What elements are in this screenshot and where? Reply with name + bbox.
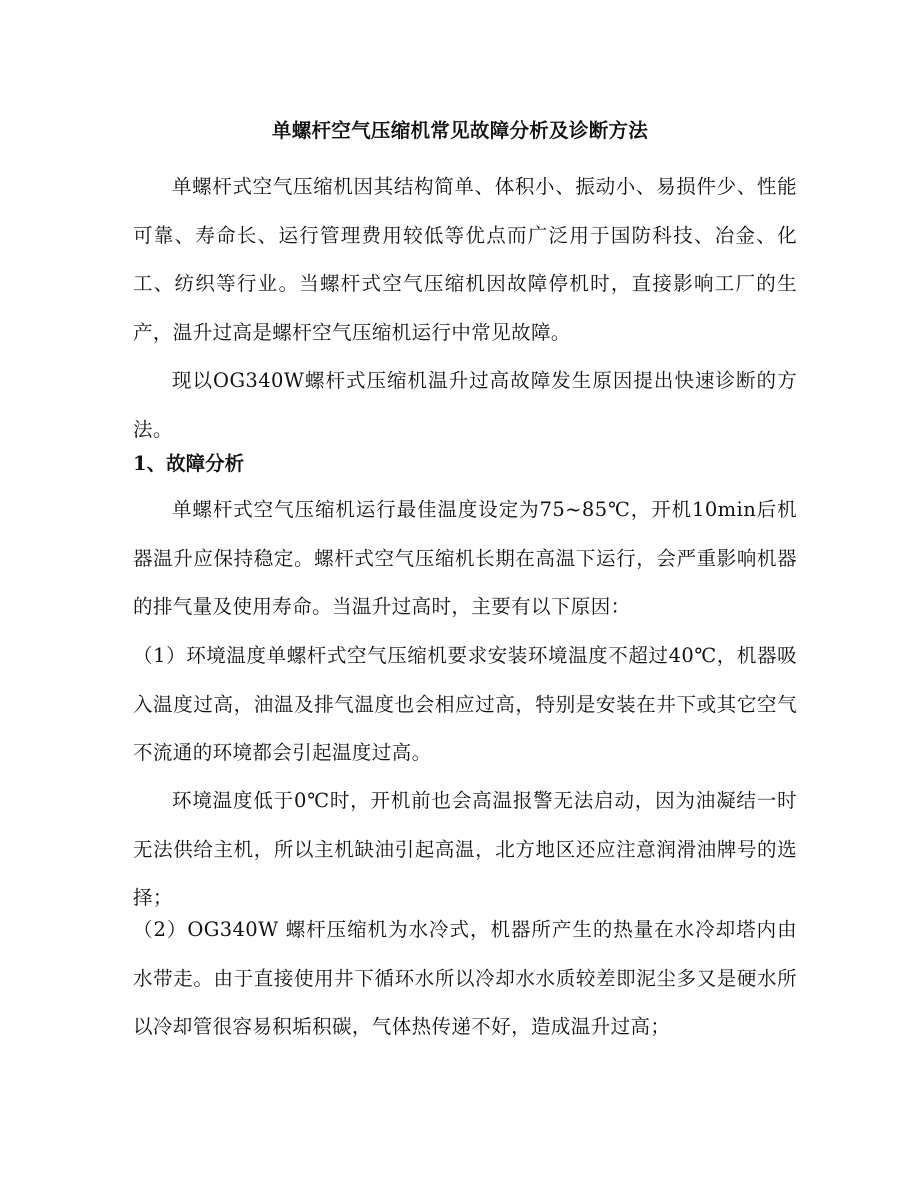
section-paragraph-1: 单螺杆式空气压缩机运行最佳温度设定为75~85℃，开机10min后机器温升应保持稳定。螺杆式空气压缩机长期在高温下运行，会严重影响机器的排气量及使用寿命。当温升过高时，主要有以下原因：	[133, 498, 797, 618]
section-paragraph-2: （1）环境温度单螺杆式空气压缩机要求安装环境温度不超过40℃，机器吸入温度过高，油温及排气温度也会相应过高，特别是安装在井下或其它空气不流通的环境都会引起温度过高。	[133, 644, 797, 764]
section-paragraph-4: （2）OG340W 螺杆压缩机为水冷式，机器所产生的热量在水冷却塔内由水带走。由于直接使用井下循环水所以冷却水水质较差即泥尘多又是硬水所以冷却管很容易积垢积碳，气体热传递不好，造成温升过高；	[133, 918, 797, 1038]
page-title: 单螺杆空气压缩机常见故障分析及诊断方法	[271, 119, 649, 142]
intro-paragraph-2: 现以OG340W螺杆式压缩机温升过高故障发生原因提出快速诊断的方法。	[133, 369, 797, 441]
section-heading: 1、故障分析	[133, 452, 245, 475]
intro-paragraph-1: 单螺杆式空气压缩机因其结构简单、体积小、振动小、易损件少、性能可靠、寿命长、运行管理费用较低等优点而广泛用于国防科技、冶金、化工、纺织等行业。当螺杆式空气压缩机因故障停机时，直接影响工厂的生产，温升过高是螺杆空气压缩机运行中常见故障。	[133, 175, 797, 344]
section-paragraph-3: 环境温度低于0℃时，开机前也会高温报警无法启动，因为油凝结一时无法供给主机，所以主机缺油引起高温，北方地区还应注意润滑油牌号的选择；	[133, 789, 797, 909]
